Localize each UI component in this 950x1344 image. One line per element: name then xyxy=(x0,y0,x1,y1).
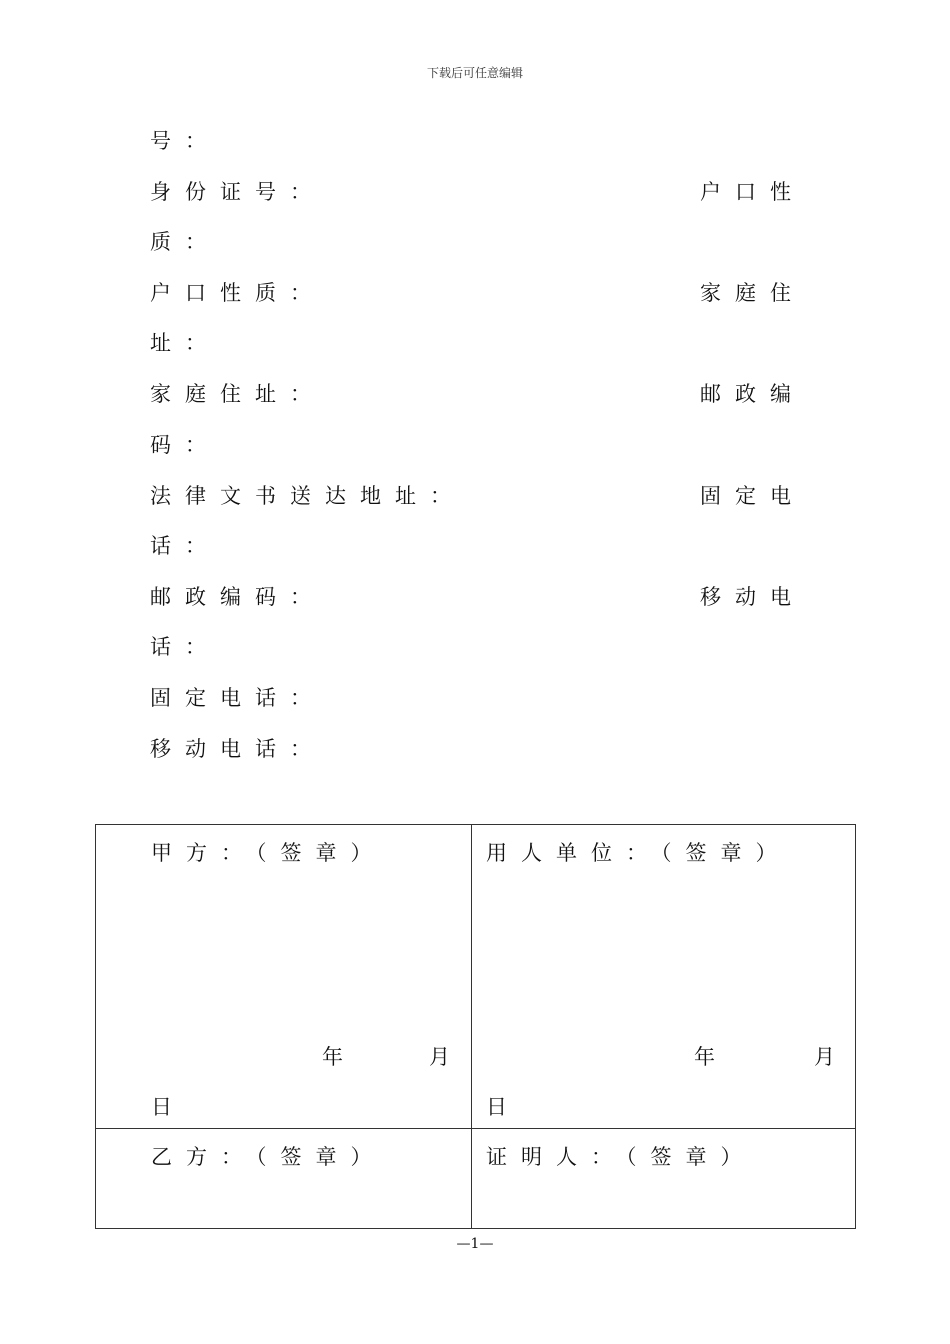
line-hukou-label-start: 户口性 xyxy=(700,180,805,204)
employer-cell xyxy=(472,825,856,1129)
page-number: —1— xyxy=(456,1236,494,1252)
line-id-number: 身份证号： xyxy=(150,180,325,204)
line-postcode-label-start: 邮政编 xyxy=(700,382,805,406)
line-landline-label-start: 固定电 xyxy=(700,484,805,508)
line-zhi: 质： xyxy=(150,230,220,254)
line-ma: 码： xyxy=(150,433,220,457)
line-hao: 号： xyxy=(150,129,220,153)
signature-table xyxy=(95,824,856,1229)
page-header: 下载后可任意编辑 xyxy=(426,66,523,80)
employer-label: 用人单位：（签章） xyxy=(486,841,791,865)
party-a-month: 月 xyxy=(429,1045,450,1069)
line-hua-1: 话： xyxy=(150,534,220,558)
line-hua-2: 话： xyxy=(150,635,220,659)
line-mobile: 移动电话： xyxy=(150,737,325,761)
line-address-label-start: 家庭住 xyxy=(700,281,805,305)
party-a-label: 甲方：（签章） xyxy=(151,841,386,865)
party-b-cell xyxy=(96,1129,472,1229)
employer-month: 月 xyxy=(814,1045,835,1069)
party-a-cell xyxy=(96,825,472,1129)
line-zhi-address: 址： xyxy=(150,331,220,355)
party-a-day: 日 xyxy=(151,1095,172,1119)
employer-year: 年 xyxy=(694,1045,715,1069)
party-b-label: 乙方：（签章） xyxy=(151,1145,386,1169)
line-postcode: 邮政编码： xyxy=(150,585,325,609)
line-landline: 固定电话： xyxy=(150,686,325,710)
witness-cell xyxy=(472,1129,856,1229)
party-a-year: 年 xyxy=(322,1045,343,1069)
line-home-address: 家庭住址： xyxy=(150,382,325,406)
employer-day: 日 xyxy=(486,1095,507,1119)
line-legal-address: 法律文书送达地址： xyxy=(150,484,465,508)
line-mobile-label-start: 移动电 xyxy=(700,585,805,609)
line-hukou: 户口性质： xyxy=(150,281,325,305)
witness-label: 证明人：（签章） xyxy=(486,1145,756,1169)
